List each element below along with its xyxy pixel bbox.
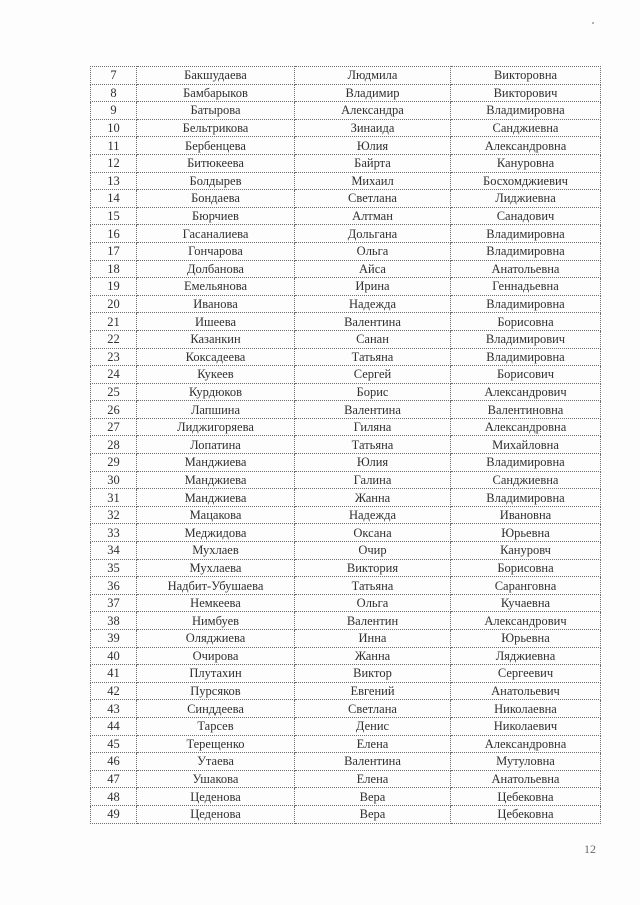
table-row [91, 190, 601, 208]
first-name-cell: Евгений [295, 682, 451, 700]
first-name-cell: Татьяна [295, 436, 451, 454]
first-name-cell: Надежда [295, 295, 451, 313]
first-name-cell: Галина [295, 471, 451, 489]
patronymic-cell: Саранговна [451, 577, 601, 595]
surname-cell: Бондаева [137, 190, 295, 208]
table-row [91, 788, 601, 806]
first-name-cell: Валентина [295, 313, 451, 331]
first-name-cell: Елена [295, 735, 451, 753]
surname-cell: Немкеева [137, 594, 295, 612]
row-number-cell: 44 [91, 717, 137, 735]
table-row [91, 137, 601, 155]
surname-cell: Иванова [137, 295, 295, 313]
table-row [91, 119, 601, 137]
table-row [91, 735, 601, 753]
row-number-cell: 7 [91, 67, 137, 85]
first-name-cell: Валентин [295, 612, 451, 630]
row-number-cell: 27 [91, 418, 137, 436]
patronymic-cell: Владимировна [451, 489, 601, 507]
row-number-cell: 49 [91, 805, 137, 823]
first-name-cell: Вера [295, 805, 451, 823]
row-number-cell: 36 [91, 577, 137, 595]
row-number-cell: 31 [91, 489, 137, 507]
first-name-cell: Ирина [295, 278, 451, 296]
surname-cell: Оляджиева [137, 630, 295, 648]
patronymic-cell: Юрьевна [451, 524, 601, 542]
row-number-cell: 33 [91, 524, 137, 542]
row-number-cell: 43 [91, 700, 137, 718]
table-row [91, 401, 601, 419]
row-number-cell: 41 [91, 665, 137, 683]
table-row [91, 559, 601, 577]
patronymic-cell: Цебековна [451, 788, 601, 806]
patronymic-cell: Владимирович [451, 330, 601, 348]
row-number-cell: 20 [91, 295, 137, 313]
patronymic-cell: Александровна [451, 137, 601, 155]
first-name-cell: Ольга [295, 242, 451, 260]
surname-cell: Утаева [137, 753, 295, 771]
patronymic-cell: Ивановна [451, 506, 601, 524]
table-row [91, 313, 601, 331]
row-number-cell: 14 [91, 190, 137, 208]
row-number-cell: 22 [91, 330, 137, 348]
patronymic-cell: Николаевна [451, 700, 601, 718]
table-row [91, 524, 601, 542]
surname-cell: Пурсяков [137, 682, 295, 700]
surname-cell: Манджиева [137, 454, 295, 472]
surname-cell: Долбанова [137, 260, 295, 278]
surname-cell: Лиджигоряева [137, 418, 295, 436]
row-number-cell: 25 [91, 383, 137, 401]
patronymic-cell: Борисович [451, 366, 601, 384]
surname-cell: Тарсев [137, 717, 295, 735]
patronymic-cell: Кучаевна [451, 594, 601, 612]
first-name-cell: Зинаида [295, 119, 451, 137]
patronymic-cell: Юрьевна [451, 630, 601, 648]
table-row [91, 630, 601, 648]
first-name-cell: Очир [295, 542, 451, 560]
first-name-cell: Михаил [295, 172, 451, 190]
row-number-cell: 39 [91, 630, 137, 648]
first-name-cell: Владимир [295, 84, 451, 102]
patronymic-cell: Борисовна [451, 313, 601, 331]
first-name-cell: Денис [295, 717, 451, 735]
row-number-cell: 38 [91, 612, 137, 630]
surname-cell: Мацакова [137, 506, 295, 524]
first-name-cell: Алтман [295, 207, 451, 225]
surname-cell: Лопатина [137, 436, 295, 454]
table-row [91, 154, 601, 172]
patronymic-cell: Александрович [451, 612, 601, 630]
row-number-cell: 47 [91, 770, 137, 788]
first-name-cell: Байрта [295, 154, 451, 172]
surname-cell: Битюкеева [137, 154, 295, 172]
first-name-cell: Светлана [295, 190, 451, 208]
row-number-cell: 37 [91, 594, 137, 612]
surname-cell: Бюрчиев [137, 207, 295, 225]
row-number-cell: 26 [91, 401, 137, 419]
surname-cell: Коксадеева [137, 348, 295, 366]
surname-cell: Синддеева [137, 700, 295, 718]
row-number-cell: 21 [91, 313, 137, 331]
row-number-cell: 46 [91, 753, 137, 771]
patronymic-cell: Босхомджиевич [451, 172, 601, 190]
row-number-cell: 24 [91, 366, 137, 384]
table-row [91, 383, 601, 401]
patronymic-cell: Мутуловна [451, 753, 601, 771]
patronymic-cell: Александрович [451, 383, 601, 401]
first-name-cell: Виктор [295, 665, 451, 683]
patronymic-cell: Викторовна [451, 67, 601, 85]
table-row [91, 682, 601, 700]
row-number-cell: 34 [91, 542, 137, 560]
row-number-cell: 32 [91, 506, 137, 524]
patronymic-cell: Анатольевна [451, 770, 601, 788]
surname-cell: Бельтрикова [137, 119, 295, 137]
surname-cell: Лапшина [137, 401, 295, 419]
surname-cell: Болдырев [137, 172, 295, 190]
row-number-cell: 18 [91, 260, 137, 278]
first-name-cell: Борис [295, 383, 451, 401]
patronymic-cell: Владимировна [451, 242, 601, 260]
patronymic-cell: Кануровна [451, 154, 601, 172]
patronymic-cell: Александровна [451, 735, 601, 753]
row-number-cell: 28 [91, 436, 137, 454]
first-name-cell: Юлия [295, 454, 451, 472]
patronymic-cell: Санджиевна [451, 119, 601, 137]
surname-cell: Гончарова [137, 242, 295, 260]
patronymic-cell: Владимировна [451, 454, 601, 472]
table-row [91, 207, 601, 225]
first-name-cell: Татьяна [295, 577, 451, 595]
first-name-cell: Жанна [295, 647, 451, 665]
table-row [91, 805, 601, 823]
table-row [91, 594, 601, 612]
patronymic-cell: Владимировна [451, 348, 601, 366]
surname-cell: Курдюков [137, 383, 295, 401]
surname-cell: Цеденова [137, 788, 295, 806]
first-name-cell: Санан [295, 330, 451, 348]
first-name-cell: Валентина [295, 401, 451, 419]
table-row [91, 577, 601, 595]
first-name-cell: Людмила [295, 67, 451, 85]
patronymic-cell: Владимировна [451, 225, 601, 243]
table-row [91, 366, 601, 384]
first-name-cell: Юлия [295, 137, 451, 155]
table-row [91, 612, 601, 630]
patronymic-cell: Михайловна [451, 436, 601, 454]
surname-cell: Манджиева [137, 471, 295, 489]
patronymic-cell: Александровна [451, 418, 601, 436]
first-name-cell: Дольгана [295, 225, 451, 243]
table-row [91, 418, 601, 436]
row-number-cell: 45 [91, 735, 137, 753]
surname-cell: Кукеев [137, 366, 295, 384]
row-number-cell: 35 [91, 559, 137, 577]
patronymic-cell: Санджиевна [451, 471, 601, 489]
first-name-cell: Надежда [295, 506, 451, 524]
row-number-cell: 8 [91, 84, 137, 102]
table-row [91, 84, 601, 102]
first-name-cell: Александра [295, 102, 451, 120]
row-number-cell: 23 [91, 348, 137, 366]
table-row [91, 436, 601, 454]
surname-cell: Мухлаева [137, 559, 295, 577]
patronymic-cell: Кануровч [451, 542, 601, 560]
surname-cell: Батырова [137, 102, 295, 120]
surname-cell: Гасаналиева [137, 225, 295, 243]
patronymic-cell: Цебековна [451, 805, 601, 823]
table-row [91, 295, 601, 313]
first-name-cell: Виктория [295, 559, 451, 577]
first-name-cell: Сергей [295, 366, 451, 384]
row-number-cell: 12 [91, 154, 137, 172]
row-number-cell: 19 [91, 278, 137, 296]
row-number-cell: 17 [91, 242, 137, 260]
surname-cell: Нимбуев [137, 612, 295, 630]
row-number-cell: 9 [91, 102, 137, 120]
first-name-cell: Айса [295, 260, 451, 278]
row-number-cell: 40 [91, 647, 137, 665]
surname-cell: Бакшудаева [137, 67, 295, 85]
surname-cell: Казанкин [137, 330, 295, 348]
patronymic-cell: Геннадьевна [451, 278, 601, 296]
table-row [91, 489, 601, 507]
surname-cell: Манджиева [137, 489, 295, 507]
patronymic-cell: Валентиновна [451, 401, 601, 419]
table-row [91, 330, 601, 348]
scan-speck [592, 22, 594, 24]
surname-cell: Бербенцева [137, 137, 295, 155]
table-row [91, 67, 601, 85]
first-name-cell: Оксана [295, 524, 451, 542]
table-row [91, 172, 601, 190]
row-number-cell: 13 [91, 172, 137, 190]
table-row [91, 102, 601, 120]
surname-cell: Надбит-Убушаева [137, 577, 295, 595]
first-name-cell: Татьяна [295, 348, 451, 366]
first-name-cell: Ольга [295, 594, 451, 612]
row-number-cell: 15 [91, 207, 137, 225]
surname-cell: Бамбарыков [137, 84, 295, 102]
row-number-cell: 48 [91, 788, 137, 806]
patronymic-cell: Владимировна [451, 295, 601, 313]
surname-cell: Мухлаев [137, 542, 295, 560]
row-number-cell: 29 [91, 454, 137, 472]
table-row [91, 471, 601, 489]
roster-table-body [91, 67, 601, 824]
surname-cell: Емельянова [137, 278, 295, 296]
surname-cell: Очирова [137, 647, 295, 665]
table-row [91, 260, 601, 278]
patronymic-cell: Борисовна [451, 559, 601, 577]
row-number-cell: 16 [91, 225, 137, 243]
surname-cell: Ушакова [137, 770, 295, 788]
table-row [91, 242, 601, 260]
row-number-cell: 11 [91, 137, 137, 155]
row-number-cell: 30 [91, 471, 137, 489]
surname-cell: Терещенко [137, 735, 295, 753]
table-row [91, 225, 601, 243]
surname-cell: Меджидова [137, 524, 295, 542]
first-name-cell: Светлана [295, 700, 451, 718]
patronymic-cell: Анатольевна [451, 260, 601, 278]
first-name-cell: Вера [295, 788, 451, 806]
row-number-cell: 10 [91, 119, 137, 137]
first-name-cell: Жанна [295, 489, 451, 507]
patronymic-cell: Сергеевич [451, 665, 601, 683]
table-row [91, 542, 601, 560]
table-row [91, 753, 601, 771]
table-row [91, 717, 601, 735]
table-row [91, 665, 601, 683]
table-row [91, 348, 601, 366]
table-row [91, 647, 601, 665]
first-name-cell: Гиляна [295, 418, 451, 436]
patronymic-cell: Николаевич [451, 717, 601, 735]
first-name-cell: Инна [295, 630, 451, 648]
first-name-cell: Валентина [295, 753, 451, 771]
roster-table [90, 66, 601, 824]
patronymic-cell: Лиджиевна [451, 190, 601, 208]
patronymic-cell: Санадович [451, 207, 601, 225]
patronymic-cell: Ляджиевна [451, 647, 601, 665]
table-row [91, 770, 601, 788]
patronymic-cell: Владимировна [451, 102, 601, 120]
table-row [91, 700, 601, 718]
patronymic-cell: Анатольевич [451, 682, 601, 700]
page-number: 12 [584, 842, 596, 856]
table-row [91, 454, 601, 472]
table-row [91, 506, 601, 524]
row-number-cell: 42 [91, 682, 137, 700]
patronymic-cell: Викторович [451, 84, 601, 102]
first-name-cell: Елена [295, 770, 451, 788]
table-row [91, 278, 601, 296]
surname-cell: Цеденова [137, 805, 295, 823]
surname-cell: Ишеева [137, 313, 295, 331]
surname-cell: Плутахин [137, 665, 295, 683]
